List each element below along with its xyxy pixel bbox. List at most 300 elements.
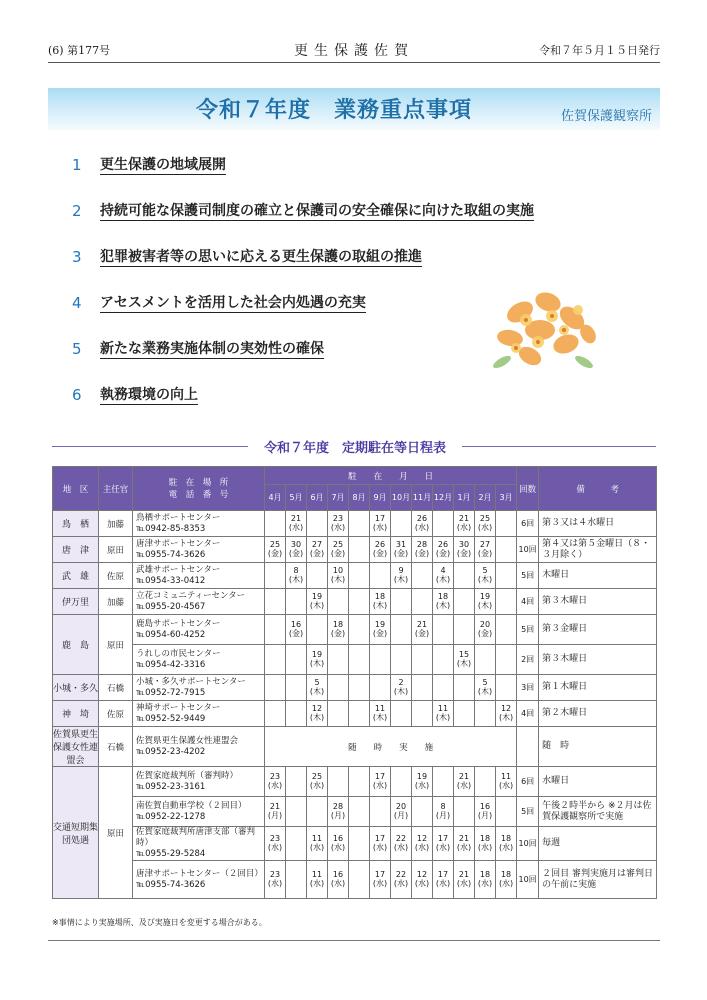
- month-label: 3月: [499, 492, 513, 502]
- schedule-row: [53, 767, 657, 797]
- date-value: 27(金): [477, 540, 493, 558]
- date-cell: [412, 511, 433, 537]
- count-cell: 10回: [517, 861, 539, 899]
- date-value: 5(木): [477, 678, 493, 696]
- date-cell: [370, 563, 391, 589]
- month-header: [349, 485, 370, 511]
- date-value: 11(水): [309, 870, 325, 888]
- area-cell: 佐賀県更生保護女性連盟会: [53, 727, 99, 767]
- date-cell: [286, 589, 307, 615]
- date-cell: [328, 589, 349, 615]
- date-value: 20(月): [393, 802, 409, 820]
- date-value: 12(木): [309, 704, 325, 722]
- date-cell: [307, 861, 328, 899]
- month-label: 7月: [331, 492, 345, 502]
- date-value: 21(水): [456, 514, 472, 532]
- header-area: 地 区: [53, 467, 99, 511]
- header-count: 回数: [517, 467, 539, 511]
- date-cell: [307, 645, 328, 675]
- date-value: 12(木): [498, 704, 514, 722]
- date-cell: [307, 589, 328, 615]
- date-cell: [328, 537, 349, 563]
- date-value: 22(水): [393, 834, 409, 852]
- date-cell: [454, 615, 475, 645]
- date-cell: [433, 511, 454, 537]
- dates-text-cell: 随 時 実 施: [265, 727, 517, 767]
- date-value: 21(水): [288, 514, 304, 532]
- date-cell: [307, 675, 328, 701]
- priority-text: 犯罪被害者等の思いに応える更生保護の取組の推進: [100, 249, 422, 265]
- date-cell: [496, 511, 517, 537]
- site-phone: ℡0954-33-0412: [136, 575, 206, 586]
- date-cell: [349, 615, 370, 645]
- date-cell: [328, 615, 349, 645]
- date-cell: [370, 827, 391, 861]
- site-cell: [133, 511, 265, 537]
- site-name: 唐津サポートセンター（２回目）: [136, 868, 263, 879]
- page-number: (6) 第177号: [48, 44, 111, 57]
- officer-cell: 石橋: [99, 675, 133, 701]
- date-cell: [349, 701, 370, 727]
- area-cell: 交通短期集団処遇: [53, 767, 99, 899]
- site-cell: [133, 563, 265, 589]
- date-cell: [412, 645, 433, 675]
- schedule-row: [53, 645, 657, 675]
- area-cell: 唐 津: [53, 537, 99, 563]
- date-value: 26(金): [435, 540, 451, 558]
- schedule-title: 令和７年度 定期駐在等日程表: [263, 441, 446, 456]
- count-cell: 6回: [517, 511, 539, 537]
- area-cell: 神 埼: [53, 701, 99, 727]
- date-cell: [307, 537, 328, 563]
- schedule-row: [53, 563, 657, 589]
- date-cell: [328, 767, 349, 797]
- date-value: 21(水): [456, 870, 472, 888]
- month-header: [433, 485, 454, 511]
- date-value: 12(水): [414, 834, 430, 852]
- date-value: 16(月): [477, 802, 493, 820]
- date-cell: [433, 701, 454, 727]
- date-cell: [454, 589, 475, 615]
- date-cell: [433, 861, 454, 899]
- date-cell: [286, 511, 307, 537]
- date-cell: [475, 615, 496, 645]
- date-cell: [391, 615, 412, 645]
- date-value: 8(木): [288, 566, 304, 584]
- note-cell: 第１木曜日: [539, 675, 657, 701]
- date-value: 30(金): [288, 540, 304, 558]
- date-value: 16(水): [330, 870, 346, 888]
- schedule-row: [53, 537, 657, 563]
- schedule-row: [53, 675, 657, 701]
- area-cell: 武 雄: [53, 563, 99, 589]
- date-cell: [307, 563, 328, 589]
- date-cell: [391, 797, 412, 827]
- date-cell: [370, 589, 391, 615]
- site-cell: [133, 645, 265, 675]
- site-name: 神埼サポートセンター: [136, 702, 221, 713]
- header-site: 駐 在 場 所 電 話 番 号: [133, 467, 265, 511]
- header-days: 駐 在 月 日: [265, 467, 517, 485]
- date-value: 26(金): [372, 540, 388, 558]
- date-cell: [496, 767, 517, 797]
- date-cell: [496, 797, 517, 827]
- date-cell: [454, 537, 475, 563]
- area-cell: 伊万里: [53, 589, 99, 615]
- date-cell: [412, 675, 433, 701]
- date-cell: [328, 511, 349, 537]
- schedule-row: [53, 827, 657, 861]
- date-value: 25(水): [477, 514, 493, 532]
- note-cell: ２回目 審判実施月は審判日の午前に実施: [539, 861, 657, 899]
- date-cell: [265, 827, 286, 861]
- officer-cell: 佐原: [99, 563, 133, 589]
- date-cell: [391, 767, 412, 797]
- priority-text: 執務環境の向上: [100, 387, 198, 403]
- date-value: 25(水): [309, 772, 325, 790]
- date-cell: [307, 767, 328, 797]
- note-cell: 第３又は４水曜日: [539, 511, 657, 537]
- date-cell: [286, 701, 307, 727]
- site-cell: [133, 827, 265, 861]
- date-cell: [412, 827, 433, 861]
- date-value: 19(木): [309, 592, 325, 610]
- footnote: ※事情により実施場所、及び実施日を変更する場合がある。: [52, 918, 267, 927]
- date-cell: [349, 589, 370, 615]
- date-value: 19(木): [477, 592, 493, 610]
- priority-number: 6: [72, 386, 82, 404]
- count-cell: 5回: [517, 797, 539, 827]
- date-cell: [349, 767, 370, 797]
- date-cell: [412, 701, 433, 727]
- month-header: [454, 485, 475, 511]
- date-value: 18(水): [477, 834, 493, 852]
- date-value: 11(木): [435, 704, 451, 722]
- date-value: 23(水): [267, 870, 283, 888]
- date-value: 17(水): [372, 870, 388, 888]
- date-cell: [496, 701, 517, 727]
- officer-cell: 加藤: [99, 589, 133, 615]
- date-value: 17(水): [435, 870, 451, 888]
- note-cell: 午後２時半から ※２月は佐賀保護観察所で実施: [539, 797, 657, 827]
- date-cell: [391, 701, 412, 727]
- date-value: 18(木): [372, 592, 388, 610]
- date-cell: [370, 861, 391, 899]
- date-cell: [349, 827, 370, 861]
- schedule-row: [53, 861, 657, 899]
- site-name: うれしの市民センター: [136, 648, 221, 659]
- date-cell: [412, 615, 433, 645]
- month-header: [475, 485, 496, 511]
- count-cell: 4回: [517, 701, 539, 727]
- note-cell: 第３木曜日: [539, 645, 657, 675]
- site-phone: ℡0955-29-5284: [136, 849, 206, 859]
- site-name: 南佐賀自動車学校（２回目）: [136, 800, 247, 811]
- site-name: 鳥栖サポートセンター: [136, 512, 221, 523]
- note-cell: 第３木曜日: [539, 589, 657, 615]
- month-label: 8月: [352, 492, 366, 502]
- site-name: 唐津サポートセンター: [136, 538, 221, 549]
- schedule-title-rule-right: [462, 446, 656, 447]
- date-cell: [454, 861, 475, 899]
- date-cell: [391, 675, 412, 701]
- date-cell: [496, 589, 517, 615]
- date-cell: [433, 615, 454, 645]
- date-value: 16(金): [288, 620, 304, 638]
- date-value: 25(金): [267, 540, 283, 558]
- date-cell: [265, 589, 286, 615]
- priority-number: 3: [72, 248, 82, 266]
- site-phone: ℡0955-74-3626: [136, 879, 206, 890]
- site-cell: [133, 797, 265, 827]
- note-cell: 第２木曜日: [539, 701, 657, 727]
- officer-cell: 加藤: [99, 511, 133, 537]
- date-value: 18(水): [498, 834, 514, 852]
- site-phone: ℡0952-72-7915: [136, 687, 206, 698]
- date-value: 27(金): [309, 540, 325, 558]
- date-cell: [265, 767, 286, 797]
- date-value: 17(水): [372, 772, 388, 790]
- month-label: 11月: [412, 492, 432, 502]
- date-cell: [475, 511, 496, 537]
- date-cell: [349, 861, 370, 899]
- date-cell: [391, 861, 412, 899]
- site-phone: ℡0952-52-9449: [136, 713, 206, 724]
- count-cell: 6回: [517, 767, 539, 797]
- count-cell: [517, 727, 539, 767]
- date-cell: [454, 827, 475, 861]
- date-value: 18(木): [435, 592, 451, 610]
- date-cell: [391, 645, 412, 675]
- date-cell: [391, 511, 412, 537]
- title-banner: [48, 88, 660, 130]
- date-cell: [286, 861, 307, 899]
- date-cell: [349, 645, 370, 675]
- note-cell: 毎週: [539, 827, 657, 861]
- priority-text: 新たな業務実施体制の実効性の確保: [100, 341, 324, 357]
- date-cell: [496, 675, 517, 701]
- bottom-divider: [48, 940, 660, 941]
- date-cell: [265, 511, 286, 537]
- month-header: [307, 485, 328, 511]
- schedule-row: [53, 727, 657, 767]
- month-label: 12月: [433, 492, 453, 502]
- date-cell: [433, 827, 454, 861]
- date-cell: [265, 701, 286, 727]
- date-cell: [412, 537, 433, 563]
- date-cell: [328, 563, 349, 589]
- date-value: 21(水): [456, 772, 472, 790]
- schedule-row: [53, 701, 657, 727]
- schedule-row: [53, 797, 657, 827]
- site-name: 立花コミュニティーセンター: [136, 590, 246, 601]
- date-cell: [265, 797, 286, 827]
- date-cell: [454, 767, 475, 797]
- month-header: [391, 485, 412, 511]
- date-cell: [496, 615, 517, 645]
- area-cell: 鳥 栖: [53, 511, 99, 537]
- date-cell: [412, 861, 433, 899]
- date-value: 11(木): [372, 704, 388, 722]
- date-value: 28(金): [414, 540, 430, 558]
- count-cell: 10回: [517, 537, 539, 563]
- date-cell: [307, 615, 328, 645]
- banner-title: 令和７年度 業務重点事項: [196, 98, 473, 123]
- date-cell: [370, 615, 391, 645]
- month-header: [412, 485, 433, 511]
- issue-date: 令和７年５月１５日発行: [539, 44, 660, 57]
- date-value: 18(水): [477, 870, 493, 888]
- date-value: 23(水): [267, 834, 283, 852]
- note-cell: 木曜日: [539, 563, 657, 589]
- officer-cell: 原田: [99, 767, 133, 899]
- date-cell: [454, 511, 475, 537]
- month-label: 1月: [457, 492, 471, 502]
- date-cell: [475, 797, 496, 827]
- date-cell: [286, 797, 307, 827]
- date-cell: [475, 861, 496, 899]
- date-value: 5(木): [309, 678, 325, 696]
- month-header: [265, 485, 286, 511]
- date-cell: [286, 615, 307, 645]
- date-cell: [286, 827, 307, 861]
- date-cell: [370, 537, 391, 563]
- date-value: 17(水): [435, 834, 451, 852]
- schedule-row: [53, 589, 657, 615]
- date-value: 30(金): [456, 540, 472, 558]
- date-value: 5(木): [477, 566, 493, 584]
- priority-text: アセスメントを活用した社会内処遇の充実: [100, 295, 366, 311]
- date-cell: [286, 767, 307, 797]
- date-cell: [454, 563, 475, 589]
- month-label: 6月: [310, 492, 324, 502]
- date-cell: [370, 511, 391, 537]
- site-name: 武雄サポートセンター: [136, 564, 221, 575]
- date-value: 15(木): [456, 650, 472, 668]
- site-phone: ℡0942-85-8353: [136, 523, 206, 534]
- date-cell: [265, 537, 286, 563]
- date-value: 22(水): [393, 870, 409, 888]
- date-cell: [265, 563, 286, 589]
- date-cell: [349, 511, 370, 537]
- date-cell: [370, 701, 391, 727]
- count-cell: 3回: [517, 675, 539, 701]
- date-value: 28(月): [330, 802, 346, 820]
- date-value: 18(金): [330, 620, 346, 638]
- date-cell: [307, 827, 328, 861]
- date-value: 4(木): [435, 566, 451, 584]
- date-cell: [328, 675, 349, 701]
- count-cell: 5回: [517, 563, 539, 589]
- site-name: 佐賀家庭裁判所（審判時）: [136, 770, 239, 781]
- date-cell: [265, 645, 286, 675]
- date-cell: [265, 861, 286, 899]
- date-cell: [286, 563, 307, 589]
- date-cell: [328, 827, 349, 861]
- site-cell: [133, 701, 265, 727]
- date-cell: [328, 797, 349, 827]
- month-label: 9月: [373, 492, 387, 502]
- date-cell: [370, 797, 391, 827]
- date-cell: [412, 563, 433, 589]
- date-value: 10(木): [330, 566, 346, 584]
- date-value: 19(水): [414, 772, 430, 790]
- month-label: 4月: [268, 492, 282, 502]
- date-cell: [496, 827, 517, 861]
- note-cell: 水曜日: [539, 767, 657, 797]
- site-name: 佐賀県更生保護女性連盟会: [136, 735, 239, 746]
- date-value: 17(水): [372, 834, 388, 852]
- date-cell: [265, 675, 286, 701]
- site-phone: ℡0954-42-3316: [136, 659, 206, 670]
- flower-illustration: [480, 272, 610, 387]
- date-cell: [391, 563, 412, 589]
- date-cell: [433, 537, 454, 563]
- site-phone: ℡0952-22-1278: [136, 811, 206, 822]
- officer-cell: 原田: [99, 537, 133, 563]
- date-cell: [391, 827, 412, 861]
- date-value: 11(水): [309, 834, 325, 852]
- date-value: 8(月): [435, 802, 451, 820]
- priority-number: 2: [72, 202, 82, 220]
- month-label: 5月: [289, 492, 303, 502]
- date-cell: [433, 645, 454, 675]
- date-cell: [412, 589, 433, 615]
- date-cell: [454, 701, 475, 727]
- note-cell: 随 時: [539, 727, 657, 767]
- date-cell: [328, 701, 349, 727]
- date-cell: [370, 767, 391, 797]
- date-cell: [433, 675, 454, 701]
- date-cell: [496, 645, 517, 675]
- count-cell: 2回: [517, 645, 539, 675]
- priority-text: 持続可能な保護司制度の確立と保護司の安全確保に向けた取組の実施: [100, 203, 534, 219]
- date-value: 20(金): [477, 620, 493, 638]
- site-cell: [133, 589, 265, 615]
- site-cell: [133, 727, 265, 767]
- month-header: [328, 485, 349, 511]
- date-cell: [412, 767, 433, 797]
- date-cell: [349, 537, 370, 563]
- date-cell: [307, 511, 328, 537]
- site-name: 鹿島サポートセンター: [136, 618, 221, 629]
- date-cell: [391, 537, 412, 563]
- priority-number: 1: [72, 156, 82, 174]
- site-cell: [133, 675, 265, 701]
- date-cell: [370, 675, 391, 701]
- date-cell: [475, 827, 496, 861]
- month-label: 2月: [478, 492, 492, 502]
- date-cell: [454, 797, 475, 827]
- date-cell: [433, 767, 454, 797]
- priority-number: 4: [72, 294, 82, 312]
- date-cell: [349, 563, 370, 589]
- date-cell: [391, 589, 412, 615]
- date-value: 25(金): [330, 540, 346, 558]
- header-divider: [48, 62, 660, 63]
- note-cell: 第３金曜日: [539, 615, 657, 645]
- date-value: 26(水): [414, 514, 430, 532]
- date-cell: [265, 615, 286, 645]
- date-value: 12(水): [414, 870, 430, 888]
- schedule-title-rule-left: [52, 446, 248, 447]
- date-value: 21(金): [414, 620, 430, 638]
- site-cell: [133, 767, 265, 797]
- date-cell: [328, 645, 349, 675]
- month-header: [286, 485, 307, 511]
- date-cell: [286, 645, 307, 675]
- date-cell: [475, 701, 496, 727]
